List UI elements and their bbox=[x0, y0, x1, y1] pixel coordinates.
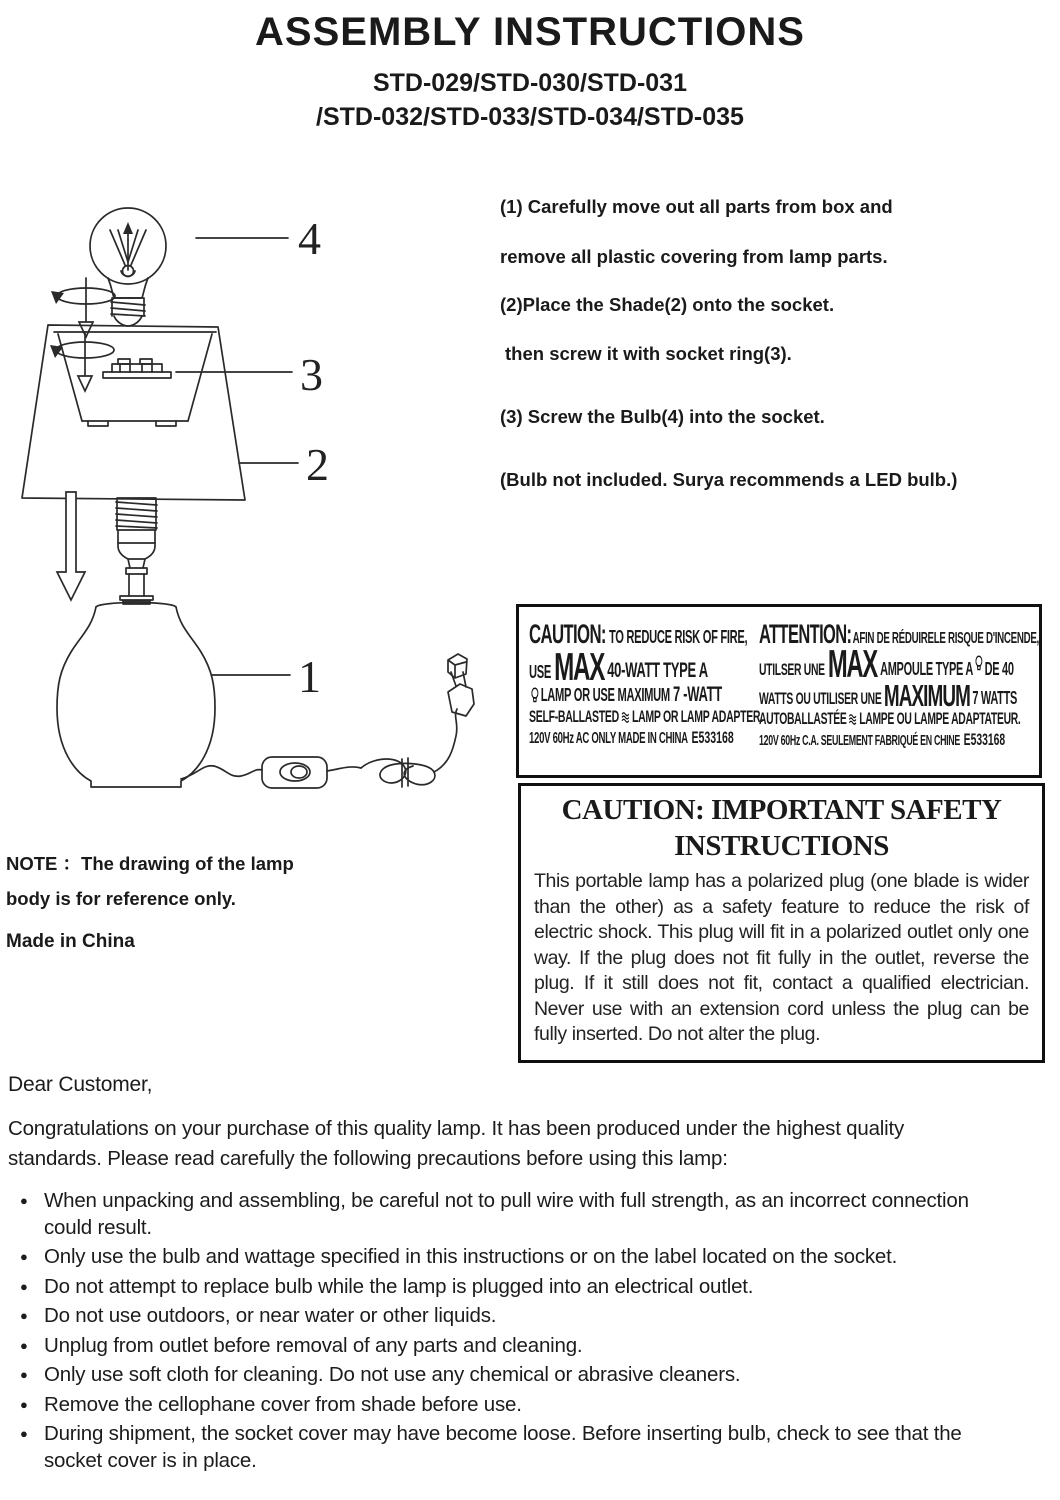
bullet-icon: ● bbox=[20, 1278, 28, 1294]
bulb-icon bbox=[531, 687, 539, 704]
cfl-bulb-icon bbox=[848, 713, 857, 726]
list-item: ● Do not attempt to replace bulb while the lamp is plugged into an electrical outlet. bbox=[8, 1274, 1052, 1301]
bullet-icon: ● bbox=[20, 1367, 28, 1382]
part-number-3: 3 bbox=[300, 349, 323, 400]
list-item: ● Do not use outdoors, or near water or other liquids. bbox=[8, 1303, 1052, 1330]
page-title: ASSEMBLY INSTRUCTIONS bbox=[255, 10, 805, 54]
step-2-line2: then screw it with socket ring(3). bbox=[505, 343, 792, 364]
ul-file-number: E533168 bbox=[963, 730, 1006, 749]
bullet-icon: ● bbox=[20, 1426, 28, 1441]
reference-note-line1: NOTE ：The drawing of the lamp bbox=[6, 853, 294, 874]
part-number-2: 2 bbox=[306, 439, 329, 490]
customer-intro: Congratulations on your purchase of this quality lamp. It has been produced under the highest quality standards. Please read carefully the following precautions before using this lamp: bbox=[8, 1117, 905, 1170]
customer-greeting: Dear Customer, bbox=[8, 1073, 153, 1096]
lamp-assembly-diagram bbox=[0, 180, 500, 840]
bullet-icon: ● bbox=[20, 1396, 28, 1412]
safety-body-text: This portable lamp has a polarized plug (one blade is wider than the other) as a safety feature to reduce the risk of electric shock. This plug will fit in a polarized outlet only one way. If the plug does not fit fully in the outlet, reverse the plug. If it still does not fit, contact a qualified electrician. Never use with an extension cord unless the plug can be fully inserted. Do not alter the plug. bbox=[534, 870, 1029, 1045]
reference-note bbox=[6, 846, 294, 916]
light-bulb-drawing bbox=[90, 208, 166, 326]
caution-label-english: CAUTION: TO REDUCE RISK OF FIRE, USE MAX 40-WATT TYPE A LAMP OR USE MAXIMUM 7 -WATT SELF-BALLASTED LAMP OR LAMP ADAPTER. 120V 60Hz AC ONLY MADE IN CHINA E533168 bbox=[529, 619, 763, 747]
bulb-icon bbox=[975, 655, 983, 672]
part-number-1: 1 bbox=[298, 651, 321, 702]
bullet-icon: ● bbox=[20, 1249, 28, 1264]
step-1-line2: remove all plastic covering from lamp parts. bbox=[500, 246, 888, 267]
safety-instructions-box bbox=[518, 783, 1045, 1063]
safety-heading-line1: CAUTION: IMPORTANT SAFETY bbox=[561, 794, 1002, 826]
precaution-list bbox=[8, 1188, 1052, 1474]
model-numbers-line1: STD-029/STD-030/STD-031 bbox=[372, 69, 687, 97]
bullet-icon: ● bbox=[20, 1193, 28, 1208]
power-plug-drawing bbox=[448, 654, 474, 716]
cfl-bulb-icon bbox=[621, 711, 630, 724]
reference-note-line2: body is for reference only. bbox=[6, 888, 236, 909]
list-item: ● Remove the cellophane cover from shade before use. bbox=[8, 1392, 1052, 1419]
power-cord-drawing bbox=[181, 709, 457, 787]
lamp-body-drawing bbox=[57, 603, 215, 788]
customer-letter bbox=[8, 1073, 1052, 1477]
safety-heading-line2: INSTRUCTIONS bbox=[674, 830, 889, 862]
ul-file-number: E533168 bbox=[691, 728, 734, 747]
down-arrow-icon bbox=[57, 492, 85, 600]
step-1-line1: (1) Carefully move out all parts from box and bbox=[500, 196, 893, 217]
wattage-caution-label bbox=[516, 604, 1042, 778]
list-item: ● When unpacking and assembling, be careful not to pull wire with full strength, as an incorrect connection could result. bbox=[8, 1188, 1052, 1241]
bullet-icon: ● bbox=[20, 1308, 28, 1323]
model-numbers-line2: /STD-032/STD-033/STD-034/STD-035 bbox=[316, 103, 744, 131]
step-3-line2: (Bulb not included. Surya recommends a LED bulb.) bbox=[500, 469, 958, 490]
inline-switch-drawing bbox=[262, 757, 327, 788]
caution-word: CAUTION: bbox=[529, 619, 606, 649]
rotation-arrow-icon bbox=[51, 278, 115, 337]
model-numbers bbox=[0, 66, 1060, 134]
part-number-4: 4 bbox=[298, 213, 321, 264]
caution-label-french: ATTENTION: AFIN DE RÉDUIRELE RISQUE D'INCENDE, UTILSER UNE MAX AMPOULE TYPE A DE 40 WATTS OU UTILISER UNE MAXIMUM 7 WATTS AUTOBALLASTÉE LAMPE OU LAMPE ADAPTATEUR. 120V 60Hz C.A. SEULEMENT FABRIQUÉ EN CHINE E533168 bbox=[759, 619, 1039, 749]
bullet-icon: ● bbox=[20, 1337, 28, 1353]
list-item: ● Only use the bulb and wattage specified in this instructions or on the label located on the socket. bbox=[8, 1244, 1052, 1271]
step-2-line1: (2)Place the Shade(2) onto the socket. bbox=[500, 294, 835, 315]
socket-ring-drawing bbox=[103, 359, 171, 378]
list-item: ● Unplug from outlet before removal of any parts and cleaning. bbox=[8, 1333, 1052, 1360]
list-item: ● Only use soft cloth for cleaning. Do not use any chemical or abrasive cleaners. bbox=[8, 1362, 1052, 1389]
attention-word: ATTENTION: bbox=[759, 619, 852, 649]
made-in-china-label: Made in China bbox=[6, 931, 135, 952]
lamp-socket-drawing bbox=[116, 498, 157, 604]
list-item: ● During shipment, the socket cover may have become loose. Before inserting bulb, check to see that the socket cover is in place. bbox=[8, 1421, 1052, 1474]
step-3-line1: (3) Screw the Bulb(4) into the socket. bbox=[500, 406, 825, 427]
